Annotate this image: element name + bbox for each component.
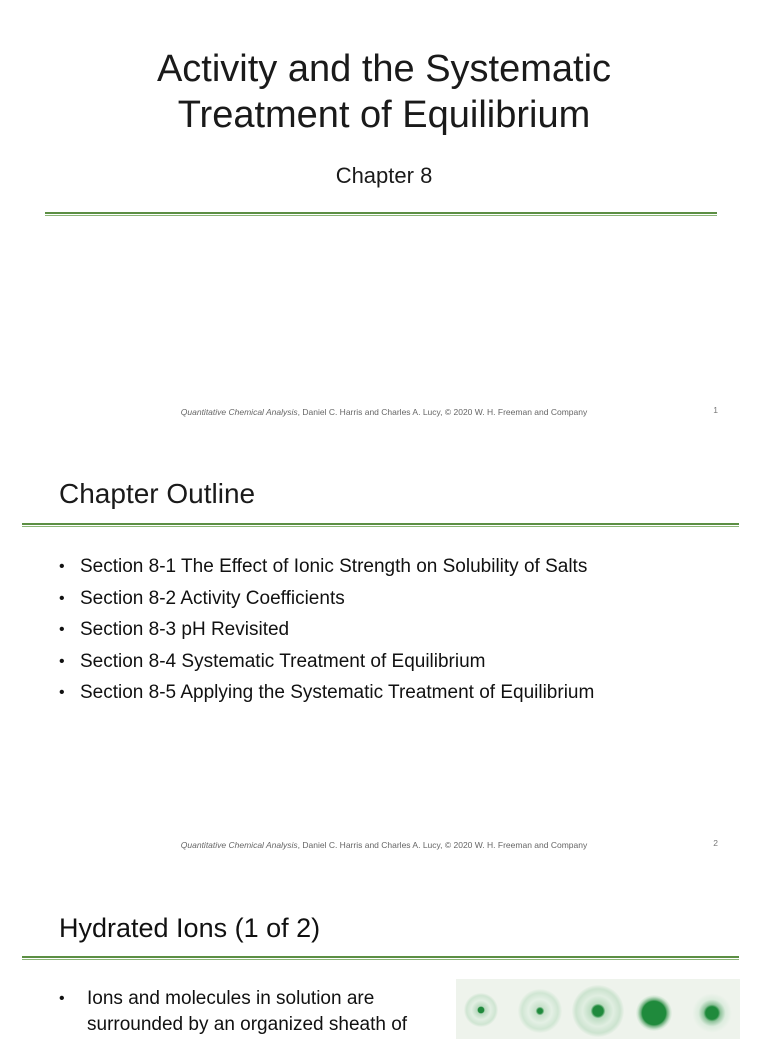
slide-title-line-1: Activity and the Systematic — [156, 48, 612, 90]
list-item-text: Section 8-2 Activity Coefficients — [80, 587, 345, 609]
footer-credits: , Daniel C. Harris and Charles A. Lucy, © 2020 W. H. Freeman and Company — [297, 840, 588, 850]
list-item — [59, 677, 594, 709]
list-item — [59, 614, 594, 646]
hydrated-ion-icon — [692, 993, 732, 1033]
slide-footer — [0, 840, 768, 850]
heading-divider — [22, 523, 739, 527]
bullet-dot-icon: • — [59, 684, 65, 701]
heading-divider — [22, 956, 739, 960]
list-item-text: Section 8-5 Applying the Systematic Treatment of Equilibrium — [80, 682, 595, 703]
hydrated-ion-icon — [464, 993, 498, 1027]
hydrated-ion-icon — [636, 995, 672, 1031]
slide-title — [0, 46, 768, 138]
bullet-dot-icon: • — [59, 652, 65, 670]
footer-credits: , Daniel C. Harris and Charles A. Lucy, © 2020 W. H. Freeman and Company — [297, 407, 588, 417]
list-item-text: Section 8-1 The Effect of Ionic Strength on Solubility of Salts — [80, 556, 588, 577]
bullet-dot-icon: • — [59, 990, 65, 1007]
bullet-dot-icon: • — [59, 558, 65, 575]
title-divider — [45, 212, 717, 216]
slide-heading: Hydrated Ions (1 of 2) — [59, 913, 321, 943]
slide-footer — [0, 407, 768, 417]
hydrated-ions-slide — [0, 866, 768, 1035]
hydrated-ion-icon — [518, 989, 562, 1033]
slide-title-line-2: Treatment of Equilibrium — [177, 94, 591, 136]
bullet-dot-icon: • — [59, 621, 65, 638]
footer-book-title: Quantitative Chemical Analysis — [180, 840, 298, 850]
outline-slide — [0, 433, 768, 866]
slide-subtitle: Chapter 8 — [335, 163, 433, 188]
hydrated-ion-icon — [572, 985, 624, 1037]
list-item — [59, 986, 467, 1038]
title-slide — [0, 0, 768, 433]
list-item — [59, 646, 594, 678]
list-item-text: Ions and molecules in solution are surrounded by an organized sheath of — [87, 988, 408, 1035]
page-number: 2 — [713, 838, 718, 848]
list-item — [59, 551, 594, 583]
hydrated-ions-figure — [456, 979, 740, 1039]
page-number: 1 — [713, 405, 718, 415]
outline-list — [59, 551, 594, 709]
slide-heading: Chapter Outline — [59, 478, 256, 509]
list-item — [59, 583, 594, 615]
list-item-text: Section 8-3 pH Revisited — [80, 619, 290, 640]
footer-book-title: Quantitative Chemical Analysis — [180, 407, 298, 417]
bullet-dot-icon: • — [59, 589, 65, 607]
list-item-text: Section 8-4 Systematic Treatment of Equilibrium — [80, 650, 486, 672]
